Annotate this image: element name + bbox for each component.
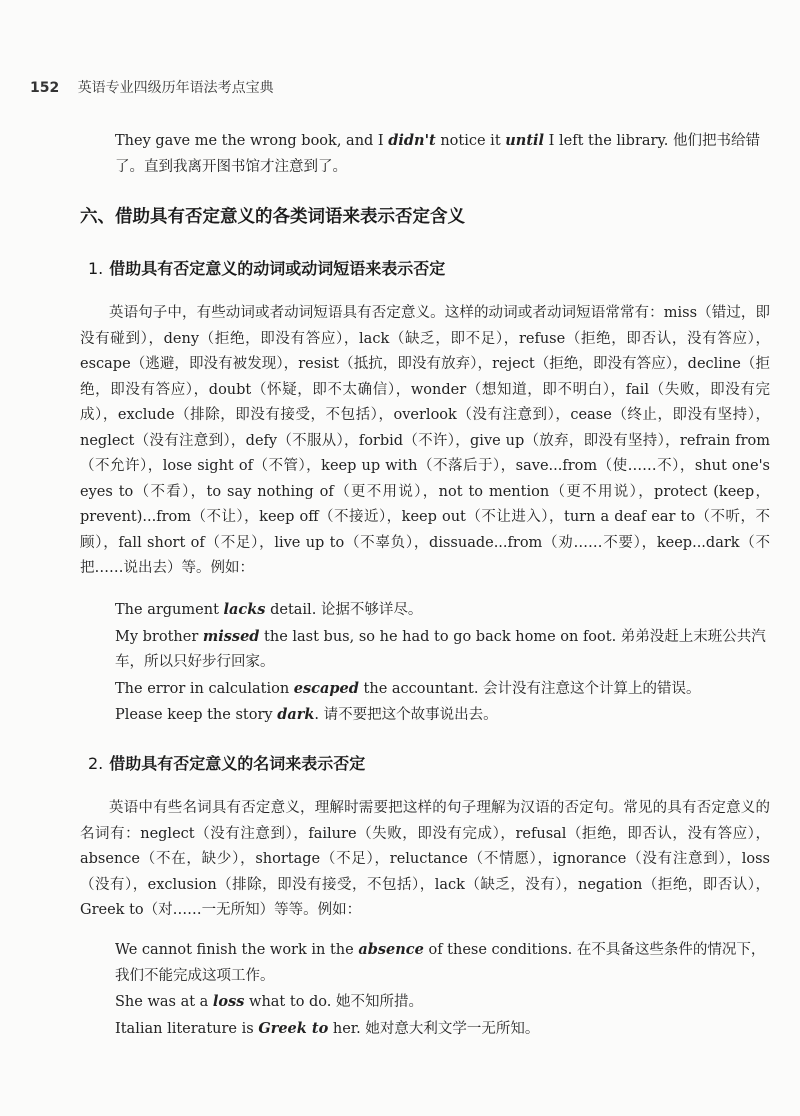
example-sentence: We cannot finish the work in the absence of these conditions. 在不具备这些条件的情况下，我们不能完成这项工作。 bbox=[115, 941, 766, 984]
example-sentence: Please keep the story dark. 请不要把这个故事说出去。 bbox=[115, 706, 498, 723]
example-sentence: The argument lacks detail. 论据不够详尽。 bbox=[115, 601, 423, 618]
page-header bbox=[30, 77, 274, 97]
top-example bbox=[115, 128, 775, 180]
subsection-1-examples bbox=[115, 597, 775, 729]
subsection-1-title: 1. 借助具有否定意义的动词或动词短语来表示否定 bbox=[88, 259, 446, 278]
example-sentence: They gave me the wrong book, and I didn't notice it until I left the library. 他们把书给错了。直到我离开图书馆才注意到了。 bbox=[115, 132, 760, 175]
subsection-1-paragraph: 英语句子中，有些动词或者动词短语具有否定意义。这样的动词或者动词短语常常有：miss（错过，即没有碰到），deny（拒绝，即没有答应），lack（缺乏，即不足），refuse（拒绝，即否认，没有答应），escape（逃避，即没有被发现），resist（抵抗，即没有放弃），reject（拒绝，即没有答应），decline（拒绝，即没有答应），doubt（怀疑，即不太确信），wonder（想知道，即不明白），fail（失败，即没有完成），exclude（排除，即没有接受，不包括），overlook（没有注意到），cease（终止，即没有坚持），neglect（没有注意到），defy（不服从），forbid（不许），give up（放弃，即没有坚持），refrain from（不允许），lose sight of（不管），keep up with（不落后于），save...from（使……不），shut one's eyes to（不看），to say nothing of（更不用说），not to mention（更不用说），protect (keep，prevent)...from（不让），keep off（不接近），keep out（不让进入），turn a deaf ear to（不听，不顾），fall short of（不足），live up to（不辜负），dissuade...from（劝……不要），keep...dark（不把……说出去）等。例如： bbox=[80, 305, 770, 576]
subsection-2-paragraph: 英语中有些名词具有否定意义，理解时需要把这样的句子理解为汉语的否定句。常见的具有否定意义的名词有：neglect（没有注意到），failure（失败，即没有完成），refusal（拒绝，即否认，没有答应），absence（不在，缺少），shortage（不足），reluctance（不情愿），ignorance（没有注意到），loss（没有），exclusion（排除，即没有接受，不包括），lack（缺乏，没有），negation（拒绝，即否认），Greek to（对……一无所知）等等。例如： bbox=[80, 800, 770, 918]
section-6-title: 六、借助具有否定意义的各类词语来表示否定含义 bbox=[80, 207, 465, 227]
example-sentence: She was at a loss what to do. 她不知所措。 bbox=[115, 993, 424, 1010]
book-title: 英语专业四级历年语法考点宝典 bbox=[77, 80, 274, 96]
example-sentence: My brother missed the last bus, so he had to go back home on foot. 弟弟没赶上末班公共汽车，所以只好步行回家。 bbox=[115, 627, 766, 670]
subsection-2-title: 2. 借助具有否定意义的名词来表示否定 bbox=[88, 754, 366, 773]
subsection-2-examples bbox=[115, 937, 775, 1042]
example-sentence: The error in calculation escaped the accountant. 会计没有注意这个计算上的错误。 bbox=[115, 679, 701, 697]
example-sentence: Italian literature is Greek to her. 她对意大利文学一无所知。 bbox=[115, 1019, 540, 1037]
page-number: 152 bbox=[30, 80, 60, 96]
